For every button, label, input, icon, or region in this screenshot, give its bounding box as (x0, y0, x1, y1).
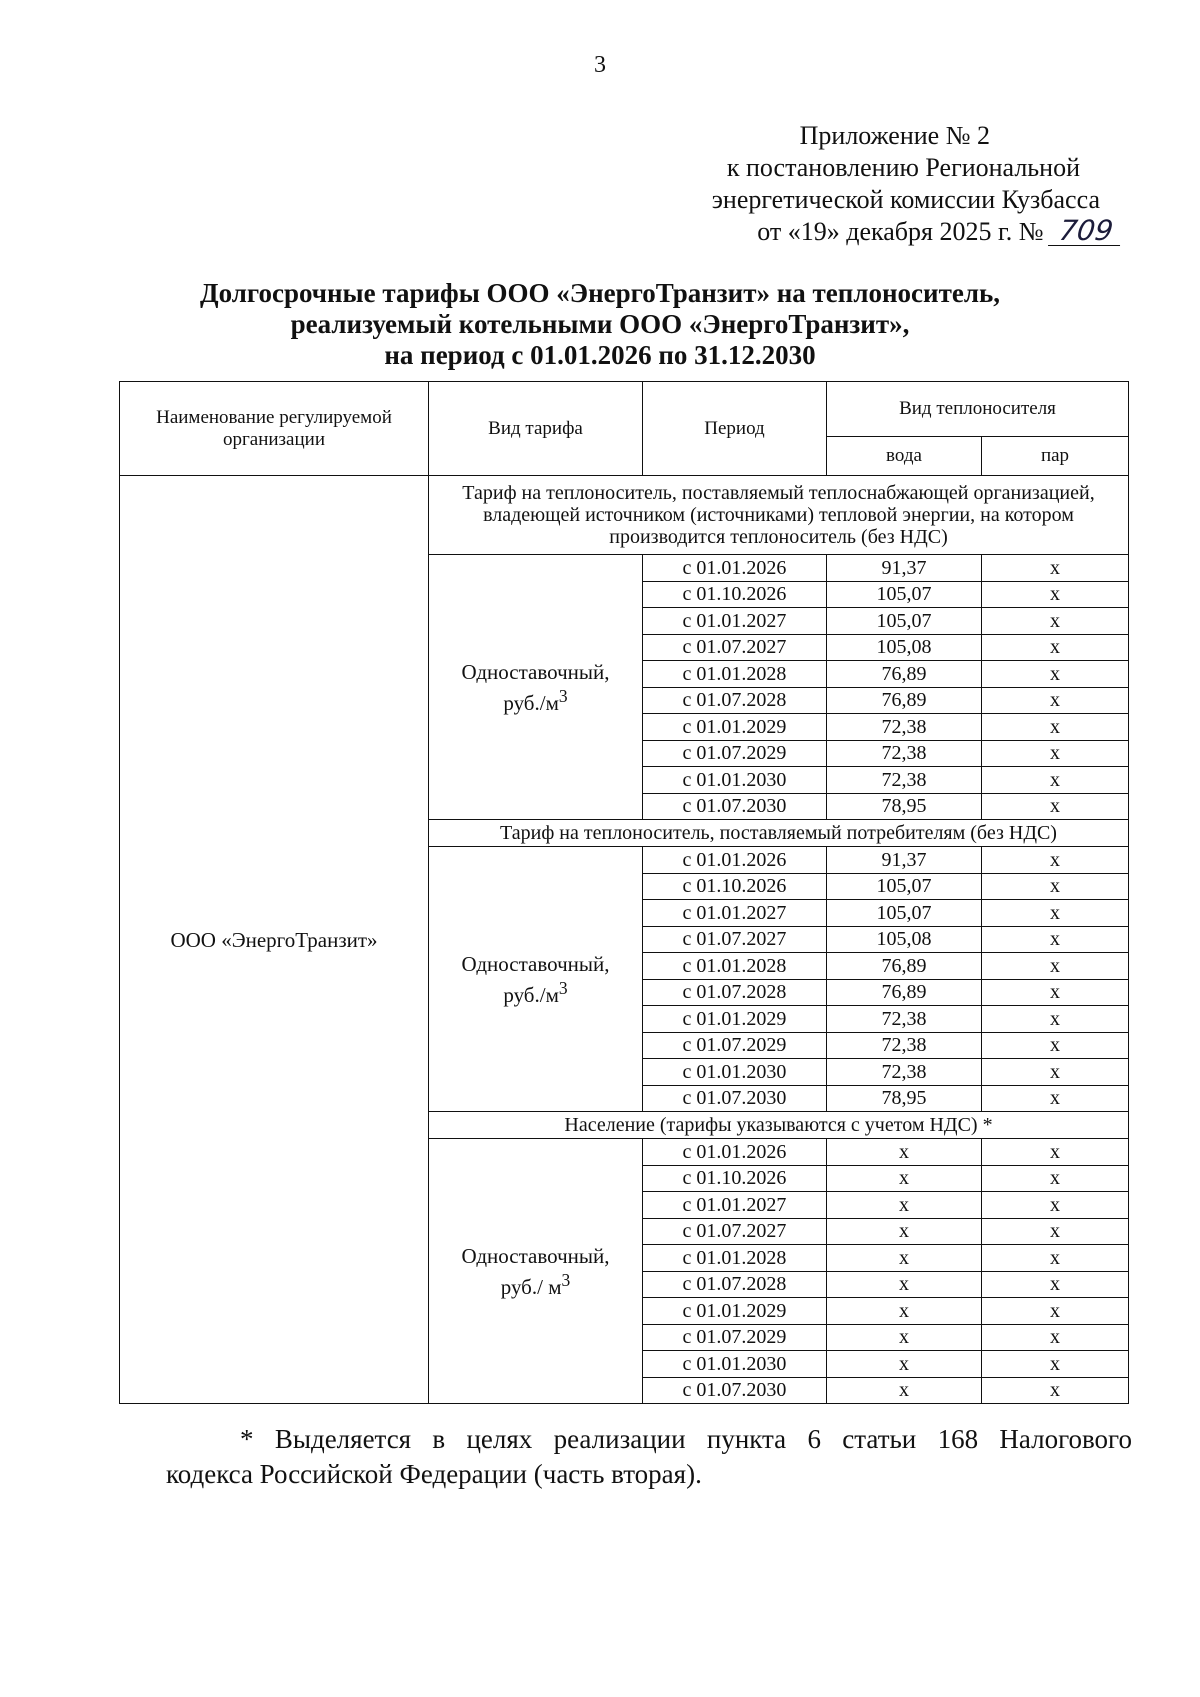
cell-period: с 01.01.2029 (643, 1006, 827, 1033)
tariff-type-cell (429, 847, 643, 1112)
tariff-label: Одноставочный, (461, 951, 610, 976)
cell-period: с 01.01.2030 (643, 1059, 827, 1086)
cell-period: с 01.07.2028 (643, 979, 827, 1006)
appendix-header (600, 120, 1200, 248)
cell-water: 72,38 (827, 714, 982, 741)
cell-water: 72,38 (827, 740, 982, 767)
cell-water: х (827, 1298, 982, 1325)
cell-water: 105,07 (827, 900, 982, 927)
cell-water: 72,38 (827, 1059, 982, 1086)
cell-steam: х (982, 1245, 1129, 1272)
cell-water: 105,08 (827, 634, 982, 661)
tariff-table (119, 381, 1129, 1404)
cell-period: с 01.01.2028 (643, 661, 827, 688)
cell-steam: х (982, 793, 1129, 820)
cell-steam: х (982, 687, 1129, 714)
footnote-word: 6 (807, 1424, 821, 1454)
footnote-word: реализации (553, 1424, 686, 1454)
cell-water: х (827, 1271, 982, 1298)
cell-steam: х (982, 1006, 1129, 1033)
footnote-word: 168 (937, 1424, 979, 1454)
cell-steam: х (982, 714, 1129, 741)
footnote-word: пункта (706, 1424, 787, 1454)
footnote-line: кодекса Российской Федерации (часть вторая). (166, 1459, 702, 1489)
cell-period: с 01.07.2028 (643, 1271, 827, 1298)
section-title: Тариф на теплоноситель, поставляемый теплоснабжающей организацией, владеющей источником (источниками) тепловой энергии, на котором производится теплоноситель (без НДС) (429, 476, 1129, 555)
cell-water: х (827, 1165, 982, 1192)
section-title: Тариф на теплоноситель, поставляемый потребителям (без НДС) (429, 820, 1129, 847)
cell-steam: х (982, 953, 1129, 980)
cell-water: 91,37 (827, 555, 982, 582)
cell-period: с 01.07.2029 (643, 1324, 827, 1351)
appendix-date-text: от «19» декабря 2025 г. № (757, 217, 1044, 246)
cell-period: с 01.01.2026 (643, 1139, 827, 1166)
cell-steam: х (982, 1192, 1129, 1219)
cell-water: 76,89 (827, 953, 982, 980)
footnote-line (140, 1422, 1132, 1457)
cell-water: 105,08 (827, 926, 982, 953)
cell-period: с 01.01.2027 (643, 608, 827, 635)
cell-steam: х (982, 1059, 1129, 1086)
cell-water: 91,37 (827, 847, 982, 874)
cell-steam: х (982, 740, 1129, 767)
footnote-word: * (240, 1424, 254, 1454)
tariff-label: Одноставочный, (461, 659, 610, 684)
cell-period: с 01.07.2028 (643, 687, 827, 714)
cell-steam: х (982, 847, 1129, 874)
cell-steam: х (982, 1139, 1129, 1166)
cell-water: х (827, 1218, 982, 1245)
cell-water: х (827, 1377, 982, 1404)
tariff-unit-superscript: 3 (558, 977, 568, 998)
table-body (120, 476, 1129, 1404)
title-line: реализуемый котельными ООО «ЭнергоТранзит», (290, 309, 910, 339)
cell-steam: х (982, 979, 1129, 1006)
cell-steam: х (982, 555, 1129, 582)
cell-period: с 01.01.2026 (643, 555, 827, 582)
cell-water: 78,95 (827, 1085, 982, 1112)
cell-steam: х (982, 873, 1129, 900)
cell-period: с 01.07.2030 (643, 793, 827, 820)
tariff-type-cell (429, 555, 643, 820)
cell-steam: х (982, 608, 1129, 635)
cell-steam: х (982, 1218, 1129, 1245)
cell-water: 72,38 (827, 1006, 982, 1033)
appendix-line: к постановлению Региональной (726, 153, 1080, 182)
cell-steam: х (982, 581, 1129, 608)
cell-period: с 01.01.2028 (643, 1245, 827, 1272)
cell-steam: х (982, 1271, 1129, 1298)
section-title: Население (тарифы указываются с учетом НДС) * (429, 1112, 1129, 1139)
cell-steam: х (982, 1165, 1129, 1192)
header-water: вода (827, 437, 982, 476)
cell-period: с 01.10.2026 (643, 1165, 827, 1192)
title-line: Долгосрочные тарифы ООО «ЭнергоТранзит» на теплоноситель, (200, 278, 1000, 308)
cell-water: 76,89 (827, 687, 982, 714)
cell-period: с 01.01.2029 (643, 714, 827, 741)
cell-steam: х (982, 1032, 1129, 1059)
cell-period: с 01.01.2029 (643, 1298, 827, 1325)
cell-steam: х (982, 634, 1129, 661)
cell-water: 105,07 (827, 873, 982, 900)
cell-water: 76,89 (827, 661, 982, 688)
tariff-unit-superscript: 3 (558, 685, 568, 706)
header-period: Период (643, 382, 827, 476)
cell-water: 105,07 (827, 581, 982, 608)
cell-steam: х (982, 1377, 1129, 1404)
cell-period: с 01.01.2027 (643, 900, 827, 927)
cell-water: 105,07 (827, 608, 982, 635)
cell-period: с 01.10.2026 (643, 873, 827, 900)
footnote-word: Выделяется (274, 1424, 412, 1454)
cell-steam: х (982, 900, 1129, 927)
cell-period: с 01.07.2029 (643, 1032, 827, 1059)
tariff-unit: руб./ м (500, 1274, 562, 1299)
cell-steam: х (982, 1085, 1129, 1112)
appendix-line: Приложение № 2 (799, 121, 990, 150)
cell-steam: х (982, 1324, 1129, 1351)
appendix-date-line (600, 216, 1200, 248)
page-number: 3 (594, 52, 606, 78)
cell-water: 72,38 (827, 767, 982, 794)
tariff-unit-superscript: 3 (561, 1269, 571, 1290)
cell-water: х (827, 1351, 982, 1378)
tariff-unit-line (429, 684, 642, 715)
cell-water: 72,38 (827, 1032, 982, 1059)
cell-steam: х (982, 1298, 1129, 1325)
footnote-word: статьи (842, 1424, 917, 1454)
document-title (0, 278, 1200, 371)
table-header-row (120, 382, 1129, 437)
cell-water: х (827, 1324, 982, 1351)
cell-period: с 01.07.2030 (643, 1085, 827, 1112)
cell-period: с 01.01.2030 (643, 1351, 827, 1378)
cell-period: с 01.07.2027 (643, 1218, 827, 1245)
cell-period: с 01.07.2030 (643, 1377, 827, 1404)
cell-period: с 01.01.2027 (643, 1192, 827, 1219)
section-row (120, 476, 1129, 555)
cell-water: х (827, 1192, 982, 1219)
organization-name: ООО «ЭнергоТранзит» (120, 476, 429, 1404)
footnote-word: целях (466, 1424, 533, 1454)
cell-water: 76,89 (827, 979, 982, 1006)
footnote-word: Налогового (999, 1424, 1132, 1454)
cell-steam: х (982, 767, 1129, 794)
header-carrier-type: Вид теплоносителя (827, 382, 1129, 437)
cell-period: с 01.07.2027 (643, 634, 827, 661)
footnote-word: в (432, 1424, 446, 1454)
cell-water: 78,95 (827, 793, 982, 820)
cell-period: с 01.07.2027 (643, 926, 827, 953)
title-line: на период с 01.01.2026 по 31.12.2030 (384, 340, 816, 370)
cell-water: х (827, 1245, 982, 1272)
cell-steam: х (982, 1351, 1129, 1378)
cell-period: с 01.01.2030 (643, 767, 827, 794)
appendix-line: энергетической комиссии Кузбасса (711, 185, 1100, 214)
cell-period: с 01.01.2028 (643, 953, 827, 980)
tariff-type-cell (429, 1139, 643, 1404)
header-steam: пар (982, 437, 1129, 476)
cell-steam: х (982, 926, 1129, 953)
cell-period: с 01.10.2026 (643, 581, 827, 608)
cell-period: с 01.07.2029 (643, 740, 827, 767)
tariff-unit-line (429, 976, 642, 1007)
cell-steam: х (982, 661, 1129, 688)
handwritten-resolution-number: 709 (1048, 217, 1124, 246)
tariff-label: Одноставочный, (461, 1243, 610, 1268)
cell-period: с 01.01.2026 (643, 847, 827, 874)
footnote (140, 1422, 1132, 1492)
tariff-unit-line (429, 1268, 642, 1299)
header-org: Наименование регулируемой организации (120, 382, 429, 476)
header-tariff-type: Вид тарифа (429, 382, 643, 476)
tariff-unit: руб./м (503, 690, 559, 715)
tariff-unit: руб./м (503, 982, 559, 1007)
cell-water: х (827, 1139, 982, 1166)
